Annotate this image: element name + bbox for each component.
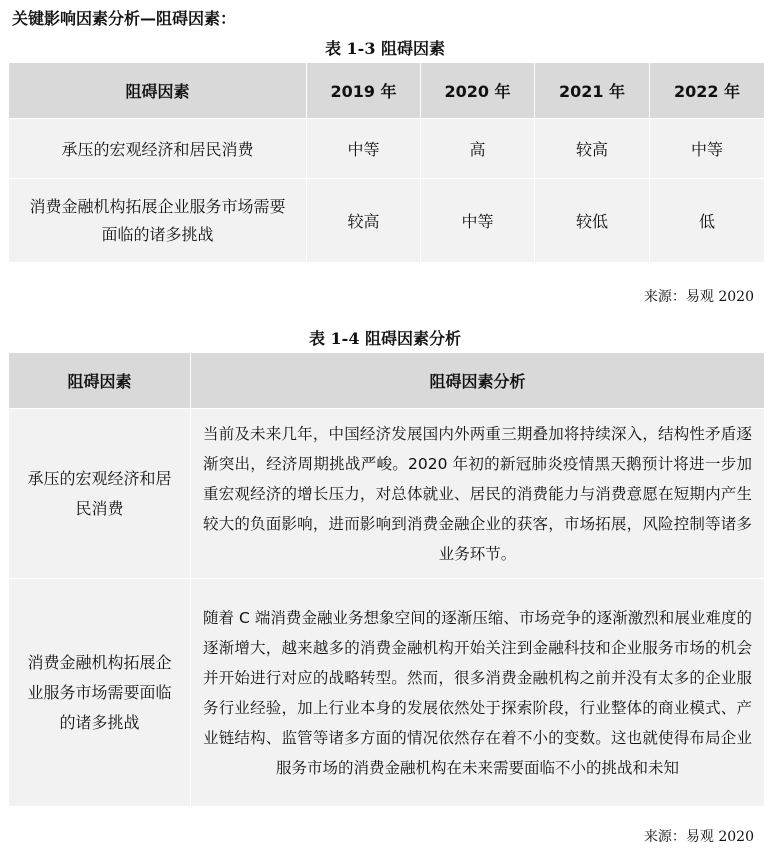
table-row	[9, 579, 765, 807]
table1-header-2021: 2021 年	[535, 63, 650, 119]
table1-row2-2021: 较低	[535, 179, 650, 263]
table2-row1-factor: 承压的宏观经济和居民消费	[9, 409, 191, 579]
table1-header-factor: 阻碍因素	[9, 63, 307, 119]
table1-row1-2022: 中等	[650, 119, 765, 179]
table2-row2-factor: 消费金融机构拓展企业服务市场需要面临的诸多挑战	[9, 579, 191, 807]
section-heading: 关键影响因素分析—阻碍因素：	[12, 9, 237, 28]
table1-row1-factor: 承压的宏观经济和居民消费	[9, 119, 307, 179]
table1-row2-2022: 低	[650, 179, 765, 263]
table1-caption: 表 1-3 阻碍因素	[324, 39, 446, 58]
table2-header-factor: 阻碍因素	[9, 353, 191, 409]
table1-row1-2019: 中等	[307, 119, 421, 179]
table1-row2-2019: 较高	[307, 179, 421, 263]
table1-header-row	[9, 63, 765, 119]
table2-source: 来源：易观 2020	[643, 829, 754, 845]
table2-header-row	[9, 353, 765, 409]
table2-row1-analysis: 当前及未来几年，中国经济发展国内外两重三期叠加将持续深入，结构性矛盾逐渐突出，经济周期挑战严峻。2020 年初的新冠肺炎疫情黑天鹅预计将进一步加重宏观经济的增长压力，对总体就业、居民的消费能力与消费意愿在短期内产生较大的负面影响，进而影响到消费金融企业的获客，市场拓展，风险控制等诸多业务环节。	[191, 409, 765, 579]
table2-row2-analysis: 随着 C 端消费金融业务想象空间的逐渐压缩、市场竞争的逐渐激烈和展业难度的逐渐增大，越来越多的消费金融机构开始关注到金融科技和企业服务市场的机会并开始进行对应的战略转型。然而，很多消费金融机构之前并没有太多的企业服务行业经验，加上行业本身的发展依然处于探索阶段，行业整体的商业模式、产业链结构、监管等诸多方面的情况依然存在着不小的变数。这也就使得布局企业服务市场的消费金融机构在未来需要面临不小的挑战和未知	[191, 579, 765, 807]
obstacle-analysis-table	[8, 352, 765, 807]
table2-caption: 表 1-4 阻碍因素分析	[308, 329, 462, 348]
table-row	[9, 179, 765, 263]
table1-row1-2021: 较高	[535, 119, 650, 179]
table1-source: 来源：易观 2020	[643, 289, 754, 305]
table1-row2-factor: 消费金融机构拓展企业服务市场需要面临的诸多挑战	[9, 179, 307, 263]
table1-header-2020: 2020 年	[421, 63, 535, 119]
table1-header-2019: 2019 年	[307, 63, 421, 119]
table-row	[9, 119, 765, 179]
table1-row2-2020: 中等	[421, 179, 535, 263]
table-row	[9, 409, 765, 579]
obstacle-rating-table	[8, 62, 765, 263]
table1-row1-2020: 高	[421, 119, 535, 179]
table1-header-2022: 2022 年	[650, 63, 765, 119]
table2-header-analysis: 阻碍因素分析	[191, 353, 765, 409]
